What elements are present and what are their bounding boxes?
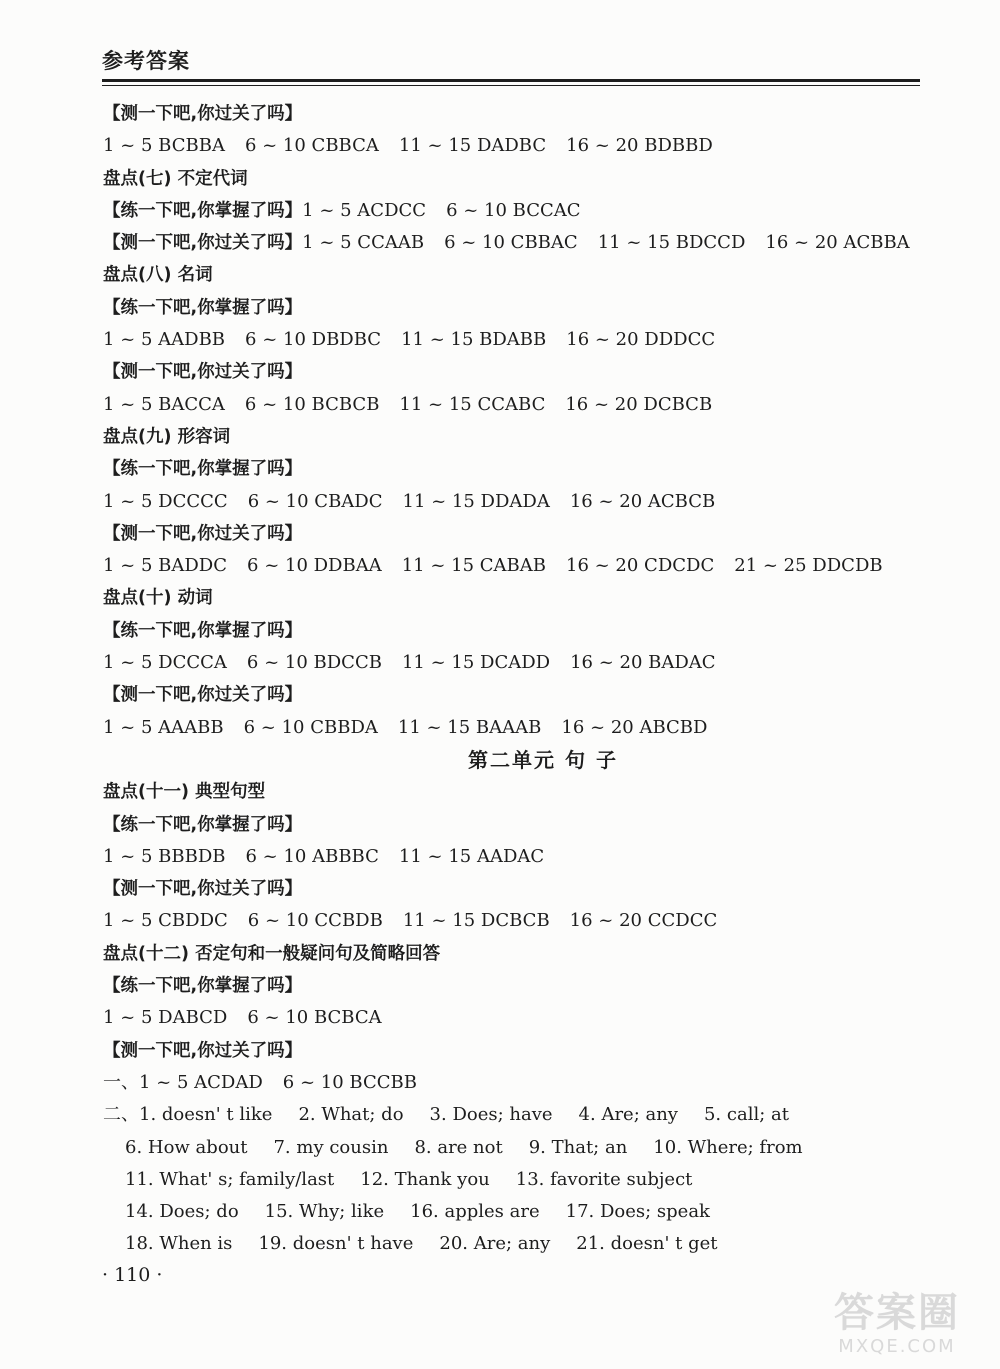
answer-group: 1 ~ 5 DABCD [103, 1007, 228, 1029]
section-heading: 【练一下吧,你掌握了吗】 [103, 459, 303, 480]
fill-answer-row [103, 1164, 923, 1196]
answer-row [103, 550, 923, 582]
answer-group: 6 ~ 10 CBBDA [243, 716, 378, 738]
answer-row [103, 712, 923, 744]
unit-title: 第二单元 句 子 [468, 747, 618, 772]
answer-group: 1 ~ 5 DCCCC [103, 490, 228, 512]
section-heading: 【测一下吧,你过关了吗】 [103, 685, 303, 706]
answer-group: 17. Does; speak [565, 1201, 710, 1223]
answer-group: 10. Where; from [653, 1136, 803, 1158]
answer-group: 3. Does; have [429, 1104, 553, 1126]
answer-group: 6 ~ 10 BCCAC [446, 199, 581, 221]
answer-row [103, 486, 923, 518]
section-heading: 【测一下吧,你过关了吗】 [103, 104, 303, 124]
answer-group: 1 ~ 5 BBBDB [103, 845, 226, 867]
answer-group: 16 ~ 20 CDCDC [566, 555, 715, 577]
answer-row [103, 905, 923, 937]
answer-group: 1 ~ 5 BADDC [103, 555, 228, 577]
answer-group: 11 ~ 15 DCADD [401, 652, 551, 674]
answer-row [103, 324, 923, 356]
section-heading: 【测一下吧,你过关了吗】 [103, 362, 303, 383]
answer-group: 15. Why; like [264, 1201, 385, 1223]
answer-group: 1 ~ 5 CCAAB [302, 232, 425, 254]
watermark-logo-text: 答案圈 [834, 1290, 960, 1336]
answer-group: 16 ~ 20 BADAC [570, 652, 716, 674]
answer-group: 16. apples are [410, 1201, 540, 1223]
section-heading: 【练一下吧,你掌握了吗】 [103, 976, 303, 997]
answer-group: 16 ~ 20 DDDCC [566, 329, 716, 351]
answer-group: 16 ~ 20 BDBBD [566, 135, 713, 157]
watermark-url: MXQE.COM [838, 1336, 956, 1357]
answer-group: 12. Thank you [360, 1168, 490, 1190]
exercise-label: 【测一下吧,你过关了吗】 [103, 233, 303, 254]
section-heading: 【练一下吧,你掌握了吗】 [103, 620, 303, 641]
watermark-logo [822, 1290, 972, 1362]
answer-row [103, 130, 923, 162]
page-header [102, 48, 920, 74]
answer-row [103, 1002, 923, 1034]
answer-group: 6 ~ 10 BCCBB [282, 1071, 417, 1093]
answer-group: 6 ~ 10 CCBDB [247, 910, 383, 932]
page-number: · 110 · [102, 1264, 163, 1286]
answer-row [103, 389, 923, 421]
section-heading: 盘点(十二) 否定句和一般疑问句及简略回答 [103, 943, 441, 964]
fill-answer-row [103, 1099, 923, 1131]
fill-answer-row [103, 1132, 923, 1164]
exercise-label: 【练一下吧,你掌握了吗】 [103, 200, 303, 221]
section-heading: 盘点(十) 动词 [103, 588, 213, 609]
answer-group: 6 ~ 10 DBDBC [245, 329, 382, 351]
section-heading: 【测一下吧,你过关了吗】 [103, 1040, 303, 1061]
answer-group: 18. When is [125, 1233, 233, 1255]
answer-group: 11 ~ 15 CCABC [399, 393, 546, 415]
answer-row [103, 1067, 923, 1099]
answer-group: 4. Are; any [578, 1104, 678, 1126]
answer-row [103, 227, 923, 259]
section-heading: 盘点(十一) 典型句型 [103, 782, 266, 803]
answer-group: 6 ~ 10 ABBBC [245, 845, 379, 867]
answer-group: 8. are not [414, 1136, 503, 1158]
answer-group: 6. How about [125, 1136, 248, 1158]
answer-group: 6 ~ 10 CBBCA [244, 135, 379, 157]
answer-group: 1 ~ 5 BACCA [103, 393, 225, 415]
answer-row [103, 841, 923, 873]
answer-group: 11 ~ 15 BDABB [401, 329, 547, 351]
answer-group: 一、1 ~ 5 ACDAD [103, 1071, 263, 1093]
answer-group: 11 ~ 15 CABAB [401, 555, 546, 577]
section-heading: 【测一下吧,你过关了吗】 [103, 523, 303, 544]
section-heading: 【练一下吧,你掌握了吗】 [103, 297, 303, 318]
answer-group: 21. doesn' t get [576, 1233, 718, 1255]
answer-group: 16 ~ 20 CCDCC [569, 910, 718, 932]
answer-group: 11 ~ 15 BAAAB [397, 716, 542, 738]
header-rule-thin [102, 85, 920, 86]
answer-group: 16 ~ 20 ACBCB [569, 490, 716, 512]
answer-group: 1 ~ 5 AAABB [103, 716, 224, 738]
header-title: 参考答案 [102, 49, 190, 73]
fill-answer-row [103, 1196, 923, 1228]
answer-group: 6 ~ 10 DDBAA [247, 555, 382, 577]
answer-group: 21 ~ 25 DDCDB [734, 555, 883, 577]
answer-group: 6 ~ 10 CBADC [247, 490, 383, 512]
header-rule-thick [102, 79, 920, 82]
section-heading: 【练一下吧,你掌握了吗】 [103, 814, 303, 835]
answer-group: 14. Does; do [125, 1201, 239, 1223]
answer-group: 6 ~ 10 BCBCB [244, 393, 380, 415]
section-heading: 【测一下吧,你过关了吗】 [103, 879, 303, 900]
answer-group: 二、1. doesn' t like [103, 1104, 273, 1126]
answer-group: 1 ~ 5 ACDCC [302, 199, 427, 221]
fill-answer-row [103, 1228, 923, 1260]
section-heading: 盘点(九) 形容词 [103, 426, 231, 447]
answer-group: 6 ~ 10 BDCCB [246, 652, 382, 674]
answer-group: 16 ~ 20 DCBCB [565, 393, 713, 415]
answer-group: 16 ~ 20 ACBBA [765, 232, 910, 254]
answer-row [103, 195, 923, 227]
answer-group: 1 ~ 5 DCCCA [103, 652, 227, 674]
answer-group: 11. What' s; family/last [125, 1168, 335, 1190]
answer-group: 1 ~ 5 AADBB [103, 329, 226, 351]
answer-group: 19. doesn' t have [258, 1233, 414, 1255]
answer-row [103, 647, 923, 679]
answer-group: 5. call; at [703, 1104, 789, 1126]
answer-group: 2. What; do [298, 1104, 404, 1126]
answer-content [103, 98, 923, 1261]
answer-group: 11 ~ 15 DDADA [402, 490, 550, 512]
answer-group: 1 ~ 5 BCBBA [103, 135, 225, 157]
answer-group: 1 ~ 5 CBDDC [103, 910, 228, 932]
answer-group: 11 ~ 15 BDCCD [597, 232, 746, 254]
answer-group: 20. Are; any [439, 1233, 551, 1255]
section-heading: 盘点(七) 不定代词 [103, 168, 248, 189]
answer-group: 11 ~ 15 DADBC [398, 135, 547, 157]
answer-group: 11 ~ 15 DCBCB [402, 910, 550, 932]
answer-group: 11 ~ 15 AADAC [398, 845, 545, 867]
answer-group: 6 ~ 10 BCBCA [247, 1007, 382, 1029]
section-heading: 盘点(八) 名词 [103, 265, 213, 286]
answer-group: 6 ~ 10 CBBAC [444, 232, 578, 254]
answer-group: 13. favorite subject [515, 1168, 693, 1190]
answer-group: 9. That; an [528, 1136, 628, 1158]
answer-group: 16 ~ 20 ABCBD [561, 716, 708, 738]
answer-group: 7. my cousin [273, 1136, 389, 1158]
